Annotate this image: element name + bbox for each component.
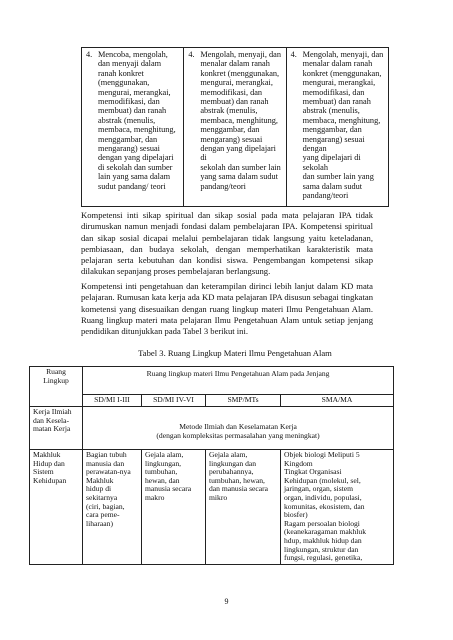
item-text: Mengolah, menyaji, dan menalar dalam ranah konkret (menggunakan, mengurai, merangkai, memodifikasi, dan membuat) dan ranah abstrak (menulis, membaca, menghitung, menggambar, dan mengarang) sesuai dengan yang dipelajari di sekolah dan sumber lain yang sama dalam sudut pandang/teori (200, 50, 281, 191)
level-header: SMA/MA (281, 395, 394, 407)
competency-cell-3 (286, 48, 388, 207)
merged-cell: Metode Ilmiah dan Keselamatan Kerja (dengan kompleksitas permasalahan yang meningkat) (83, 407, 394, 450)
page-number: 9 (224, 597, 229, 606)
table-caption: Tabel 3. Ruang Lingkup Materi Ilmu Pengetahuan Alam (138, 348, 332, 358)
item-number: 4. (86, 50, 93, 59)
level-header: SD/MI I-III (83, 395, 142, 407)
paragraph-knowledge: Kompetensi inti pengetahuan dan keterampilan dirinci lebih lanjut dalam KD mata pelajaran. Rumusan kata kerja ada KD mata pelajaran IPA disusun sebagai tingkatan kometensi yang disesuaikan dengan ruang lingkup materi Ilmu Pengetahuan Alam. Ruang lingkup materi mata pelajaran Ilmu Pengetahuan Alam untuk setiap jenjang pendidikan ditunjukkan pada Tabel 3 berikut ini. (81, 281, 373, 337)
competency-cell-1 (82, 48, 184, 207)
item-number: 4. (188, 50, 195, 59)
level-header: SMP/MTs (206, 395, 281, 407)
level-span-header: Ruang lingkup materi Ilmu Pengetahuan Alam pada Jenjang (83, 367, 394, 395)
table-cell: Objek biologi Meliputi 5 Kingdom Tingkat Organisasi Kehidupan (molekul, sel, jaringan, organ, sistem organ, individu, populasi, komunitas, ekosistem, dan biosfer) Ragam persoalan biologi (keanekaragaman makhluk hdup, makhluk hidup dan lingkungan, struktur dan fungsi, regulasi, genetika, (281, 450, 394, 565)
competency-cell-2 (184, 48, 286, 207)
item-text: Mencoba, mengolah, dan menyaji dalam ranah konkret (menggunakan, mengurai, merangkai, memodifikasi, dan membuat) dan ranah abstrak (menulis, membaca, menghitung, menggambar, dan mengarang) sesuai dengan yang dipelajari di sekolah dan sumber lain yang sama dalam sudut pandang/ teori (98, 50, 176, 191)
table-cell: Bagian tubuh manusia dan perawatan-nya Makhluk hidup di sekitarnya (ciri, bagian, cara peme- liharaan) (83, 450, 142, 565)
paragraph-attitude: Kompetensi inti sikap spiritual dan sikap sosial pada mata pelajaran IPA tidak dirumuskan namun menjadi fondasi dalam pembelajaran IPA. Kompetensi spiritual dan sikap sosial dicapai melalui pembelajaran tidak langsung yaitu keteladanan, pembiasaan, dan budaya sekolah, dengan memperhatikan karakteristik mata pelajaran serta kebutuhan dan kondisi siswa. Pengembangan kompetensi sikap dilakukan sepanjang proses pembelajaran berlangsung. (81, 210, 373, 277)
item-number: 4. (290, 50, 297, 59)
item-text: Mengolah, menyaji, dan menalar dalam ranah konkret (menggunakan, mengurai, merangkai, memodifikasi, dan membuat) dan ranah abstrak (menulis, membaca, menghitung, menggambar, dan mengarang) sesuai dengan yang dipelajari di sekolah dan sumber lain yang sama dalam sudut pandang/teori (302, 50, 384, 201)
scope-cell: Makhluk Hidup dan Sistem Kehidupan (30, 450, 83, 565)
competency-table (81, 47, 389, 207)
scope-cell: Kerja Ilmiah dan Kesela- matan Kerja (30, 407, 83, 450)
level-header: SD/MI IV-VI (142, 395, 206, 407)
table-cell: Gejala alam, lingkungan dan perubahannya, tumbuhan, hewan, dan manusia secara mikro (206, 450, 281, 565)
scope-header: Ruang Lingkup (30, 367, 83, 407)
scope-table (29, 366, 394, 565)
table-cell: Gejala alam, lingkungan, tumbuhan, hewan, dan manusia secara makro (142, 450, 206, 565)
